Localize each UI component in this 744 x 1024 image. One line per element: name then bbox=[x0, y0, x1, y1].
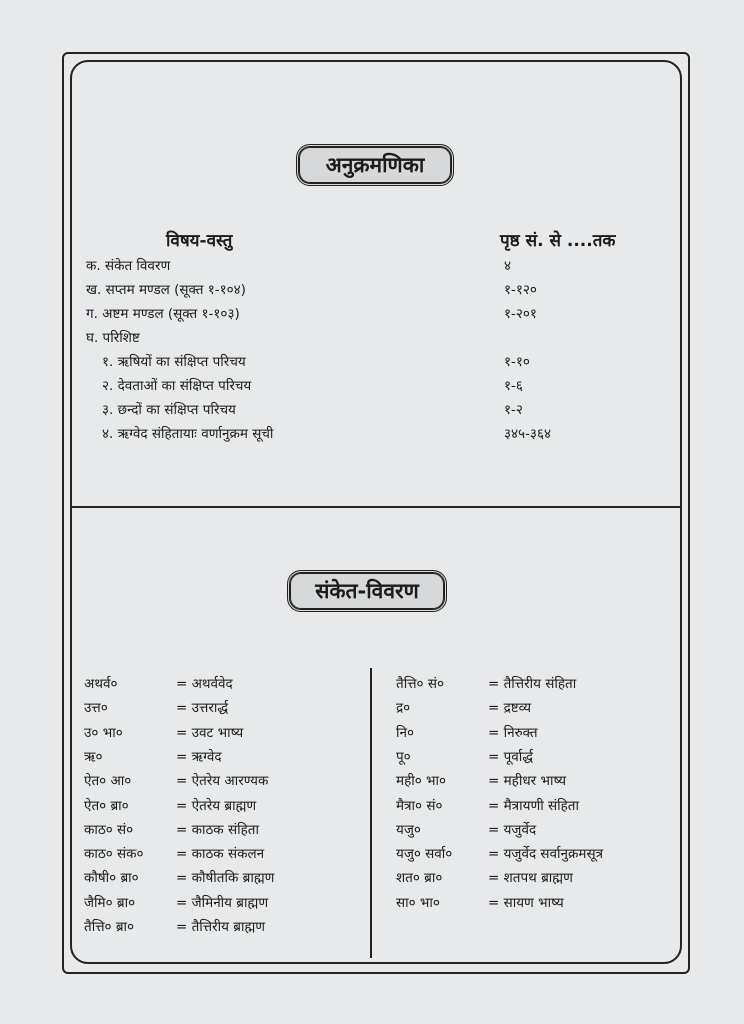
abbreviation-row bbox=[84, 674, 384, 698]
abbreviation-meaning: = पूर्वार्द्ध bbox=[488, 748, 534, 765]
toc-page-range: १-६ bbox=[504, 378, 523, 394]
abbreviations-heading: संकेत-विवरण bbox=[287, 570, 447, 612]
toc-page-range: ४ bbox=[504, 258, 512, 274]
abbreviation-meaning: = जैमिनीय ब्राह्मण bbox=[176, 894, 269, 911]
abbreviation-key: मही० भा० bbox=[396, 773, 447, 790]
abbreviation-row bbox=[84, 820, 384, 844]
abbreviation-key: नि० bbox=[396, 724, 415, 741]
abbreviation-row bbox=[396, 868, 696, 892]
abbreviation-row bbox=[84, 771, 384, 795]
abbreviation-key: उ० भा० bbox=[84, 724, 123, 741]
abbreviation-row bbox=[84, 796, 384, 820]
toc-label: ४. ऋग्वेद संहितायाः वर्णानुक्रम सूची bbox=[102, 426, 274, 442]
abbreviation-row bbox=[396, 893, 696, 917]
abbreviation-meaning: = द्रष्टव्य bbox=[488, 700, 532, 717]
abbreviation-row bbox=[396, 844, 696, 868]
abbreviation-key: शत० ब्रा० bbox=[396, 870, 443, 887]
toc-page-range: १-१० bbox=[504, 354, 530, 370]
abbreviation-meaning: = शतपथ ब्राह्मण bbox=[488, 870, 573, 887]
abbreviation-meaning: = महीधर भाष्य bbox=[488, 773, 567, 790]
abbreviation-meaning: = सायण भाष्य bbox=[488, 894, 564, 911]
abbreviation-meaning: = उवट भाष्य bbox=[176, 724, 244, 741]
abbreviation-meaning: = तैत्तिरीय संहिता bbox=[488, 676, 577, 692]
abbreviation-key: सा० भा० bbox=[396, 894, 440, 911]
abbreviation-row bbox=[396, 747, 696, 771]
abbreviation-row bbox=[84, 747, 384, 771]
abbreviation-key: उत्त० bbox=[84, 700, 108, 717]
toc-row bbox=[0, 328, 744, 352]
abbreviation-row bbox=[84, 723, 384, 747]
toc-row bbox=[0, 304, 744, 328]
abbreviation-meaning: = ऐतरेय आरण्यक bbox=[176, 773, 269, 790]
abbreviation-meaning: = ऋग्वेद bbox=[176, 748, 222, 765]
toc-page-range: १-१२० bbox=[504, 282, 537, 298]
abbreviation-row bbox=[396, 820, 696, 844]
abbreviation-key: यजु० सर्वा० bbox=[396, 846, 453, 863]
toc-label: ३. छन्दों का संक्षिप्त परिचय bbox=[102, 402, 236, 418]
abbreviation-row bbox=[396, 796, 696, 820]
abbreviation-meaning: = कौषीतकि ब्राह्मण bbox=[176, 870, 275, 887]
abbreviation-key: तैत्ति० ब्रा० bbox=[84, 919, 135, 935]
toc-label: ग. अष्टम मण्डल (सूक्त १-१०३) bbox=[86, 306, 240, 322]
abbreviation-key: मैत्रा० सं० bbox=[396, 797, 443, 814]
toc-label: घ. परिशिष्ट bbox=[86, 330, 140, 346]
toc-page-range: १-२०१ bbox=[504, 306, 537, 322]
abbreviation-meaning: = अथर्ववेद bbox=[176, 676, 233, 692]
section-divider bbox=[70, 506, 682, 508]
abbreviation-meaning: = यजुर्वेद bbox=[488, 821, 537, 838]
abbreviation-meaning: = यजुर्वेद सर्वानुक्रमसूत्र bbox=[488, 846, 604, 863]
abbreviation-key: यजु० bbox=[396, 821, 421, 838]
abbreviation-key: द्र० bbox=[396, 700, 411, 717]
toc-label: २. देवताओं का संक्षिप्त परिचय bbox=[102, 378, 252, 394]
abbreviation-key: जैमि० ब्रा० bbox=[84, 894, 136, 911]
toc-row bbox=[0, 376, 744, 400]
toc-row bbox=[0, 352, 744, 376]
abbreviation-row bbox=[396, 771, 696, 795]
abbreviation-key: ऐत० ब्रा० bbox=[84, 797, 129, 814]
toc-label: ख. सप्तम मण्डल (सूक्त १-१०४) bbox=[86, 282, 246, 298]
abbreviation-row bbox=[396, 698, 696, 722]
abbreviation-row bbox=[84, 868, 384, 892]
toc-page-range: ३४५-३६४ bbox=[504, 426, 551, 442]
abbreviation-row bbox=[84, 698, 384, 722]
abbreviation-meaning: = उत्तरार्द्ध bbox=[176, 700, 229, 717]
toc-row bbox=[0, 400, 744, 424]
abbreviation-key: कौषी० ब्रा० bbox=[84, 870, 139, 887]
abbreviation-key: काठ० संक० bbox=[84, 846, 144, 863]
column-header-subject: विषय-वस्तु bbox=[166, 231, 233, 251]
abbreviation-row bbox=[396, 723, 696, 747]
abbreviation-key: तैत्ति० सं० bbox=[396, 676, 444, 692]
abbreviation-meaning: = काठक संहिता bbox=[176, 821, 259, 838]
abbreviation-meaning: = काठक संकलन bbox=[176, 846, 265, 863]
toc-label: १. ऋषियों का संक्षिप्त परिचय bbox=[102, 354, 246, 370]
abbreviation-key: काठ० सं० bbox=[84, 821, 134, 838]
abbreviation-key: पू० bbox=[396, 748, 411, 765]
abbreviation-row bbox=[84, 893, 384, 917]
toc-row bbox=[0, 424, 744, 448]
abbreviation-row bbox=[84, 844, 384, 868]
abbreviation-meaning: = ऐतरेय ब्राह्मण bbox=[176, 797, 257, 814]
abbreviation-key: ऐत० आ० bbox=[84, 773, 132, 790]
column-header-page: पृष्ठ सं. से ....तक bbox=[500, 231, 616, 251]
toc-row bbox=[0, 256, 744, 280]
abbreviation-meaning: = मैत्रायणी संहिता bbox=[488, 797, 579, 814]
abbreviation-row bbox=[396, 674, 696, 698]
toc-row bbox=[0, 280, 744, 304]
abbreviation-key: ऋ० bbox=[84, 748, 103, 765]
toc-page-range: १-२ bbox=[504, 402, 523, 418]
abbreviation-meaning: = तैत्तिरीय ब्राह्मण bbox=[176, 919, 266, 935]
abbreviation-row bbox=[84, 917, 384, 941]
toc-label: क. संकेत विवरण bbox=[86, 258, 171, 274]
abbreviation-meaning: = निरुक्त bbox=[488, 724, 538, 741]
abbreviation-key: अथर्व० bbox=[84, 676, 118, 692]
index-heading: अनुक्रमणिका bbox=[296, 144, 454, 186]
